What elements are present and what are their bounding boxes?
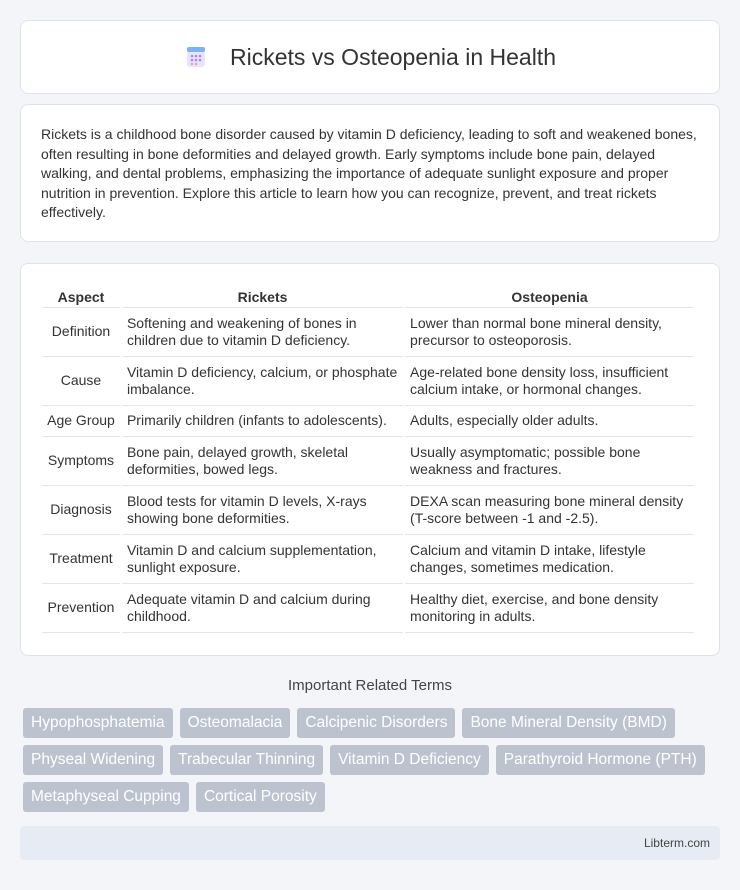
osteopenia-cell: DEXA scan measuring bone mineral density (T-score between -1 and -2.5).: [405, 486, 694, 535]
related-terms-list: [23, 708, 723, 812]
osteopenia-cell: Calcium and vitamin D intake, lifestyle changes, sometimes medication.: [405, 535, 694, 584]
table-row: [42, 584, 694, 633]
osteopenia-cell: Healthy diet, exercise, and bone density monitoring in adults.: [405, 584, 694, 633]
header-osteopenia: Osteopenia: [405, 284, 694, 308]
rickets-cell: Softening and weakening of bones in children due to vitamin D deficiency.: [122, 308, 403, 357]
rickets-cell: Blood tests for vitamin D levels, X-rays showing bone deformities.: [122, 486, 403, 535]
rickets-cell: Adequate vitamin D and calcium during childhood.: [122, 584, 403, 633]
osteopenia-cell: Age-related bone density loss, insufficient calcium intake, or hormonal changes.: [405, 357, 694, 406]
aspect-cell: Treatment: [42, 535, 120, 584]
table-row: [42, 406, 694, 437]
footer: [20, 826, 720, 860]
osteopenia-cell: Adults, especially older adults.: [405, 406, 694, 437]
term-tag[interactable]: Metaphyseal Cupping: [23, 782, 189, 812]
term-tag[interactable]: Calcipenic Disorders: [297, 708, 455, 738]
aspect-cell: Age Group: [42, 406, 120, 437]
header-aspect: Aspect: [42, 284, 120, 308]
osteopenia-cell: Usually asymptomatic; possible bone weakness and fractures.: [405, 437, 694, 486]
term-tag[interactable]: Hypophosphatemia: [23, 708, 173, 738]
table-row: [42, 535, 694, 584]
table-row: [42, 357, 694, 406]
comparison-table: [40, 284, 696, 633]
header-card: [20, 20, 720, 94]
footer-site-link[interactable]: Libterm.com: [643, 836, 710, 850]
rickets-cell: Primarily children (infants to adolescents).: [122, 406, 403, 437]
comparison-card: [20, 263, 720, 656]
aspect-cell: Diagnosis: [42, 486, 120, 535]
aspect-cell: Prevention: [42, 584, 120, 633]
rickets-cell: Bone pain, delayed growth, skeletal deformities, bowed legs.: [122, 437, 403, 486]
intro-card: [20, 104, 720, 242]
header-rickets: Rickets: [122, 284, 403, 308]
term-tag[interactable]: Physeal Widening: [23, 745, 163, 775]
table-header-row: [42, 284, 694, 308]
table-row: [42, 437, 694, 486]
term-tag[interactable]: Trabecular Thinning: [170, 745, 323, 775]
term-tag[interactable]: Bone Mineral Density (BMD): [462, 708, 674, 738]
term-tag[interactable]: Osteomalacia: [180, 708, 291, 738]
term-tag[interactable]: Parathyroid Hormone (PTH): [496, 745, 705, 775]
intro-text: Rickets is a childhood bone disorder caused by vitamin D deficiency, leading to soft and weakened bones, often resulting in bone deformities and delayed growth. Early symptoms include bone pain, delayed walking, and dental problems, emphasizing the importance of adequate sunlight exposure and proper nutrition in prevention. Explore this article to learn how you can recognize, prevent, and treat rickets effectively.: [41, 126, 697, 220]
aspect-cell: Symptoms: [42, 437, 120, 486]
related-terms-title: Important Related Terms: [288, 677, 452, 694]
aspect-cell: Definition: [42, 308, 120, 357]
aspect-cell: Cause: [42, 357, 120, 406]
document-grid-icon: [184, 45, 208, 69]
table-row: [42, 308, 694, 357]
rickets-cell: Vitamin D deficiency, calcium, or phosphate imbalance.: [122, 357, 403, 406]
term-tag[interactable]: Vitamin D Deficiency: [330, 745, 489, 775]
osteopenia-cell: Lower than normal bone mineral density, precursor to osteoporosis.: [405, 308, 694, 357]
rickets-cell: Vitamin D and calcium supplementation, sunlight exposure.: [122, 535, 403, 584]
table-row: [42, 486, 694, 535]
term-tag[interactable]: Cortical Porosity: [196, 782, 325, 812]
page-title: Rickets vs Osteopenia in Health: [230, 43, 556, 70]
